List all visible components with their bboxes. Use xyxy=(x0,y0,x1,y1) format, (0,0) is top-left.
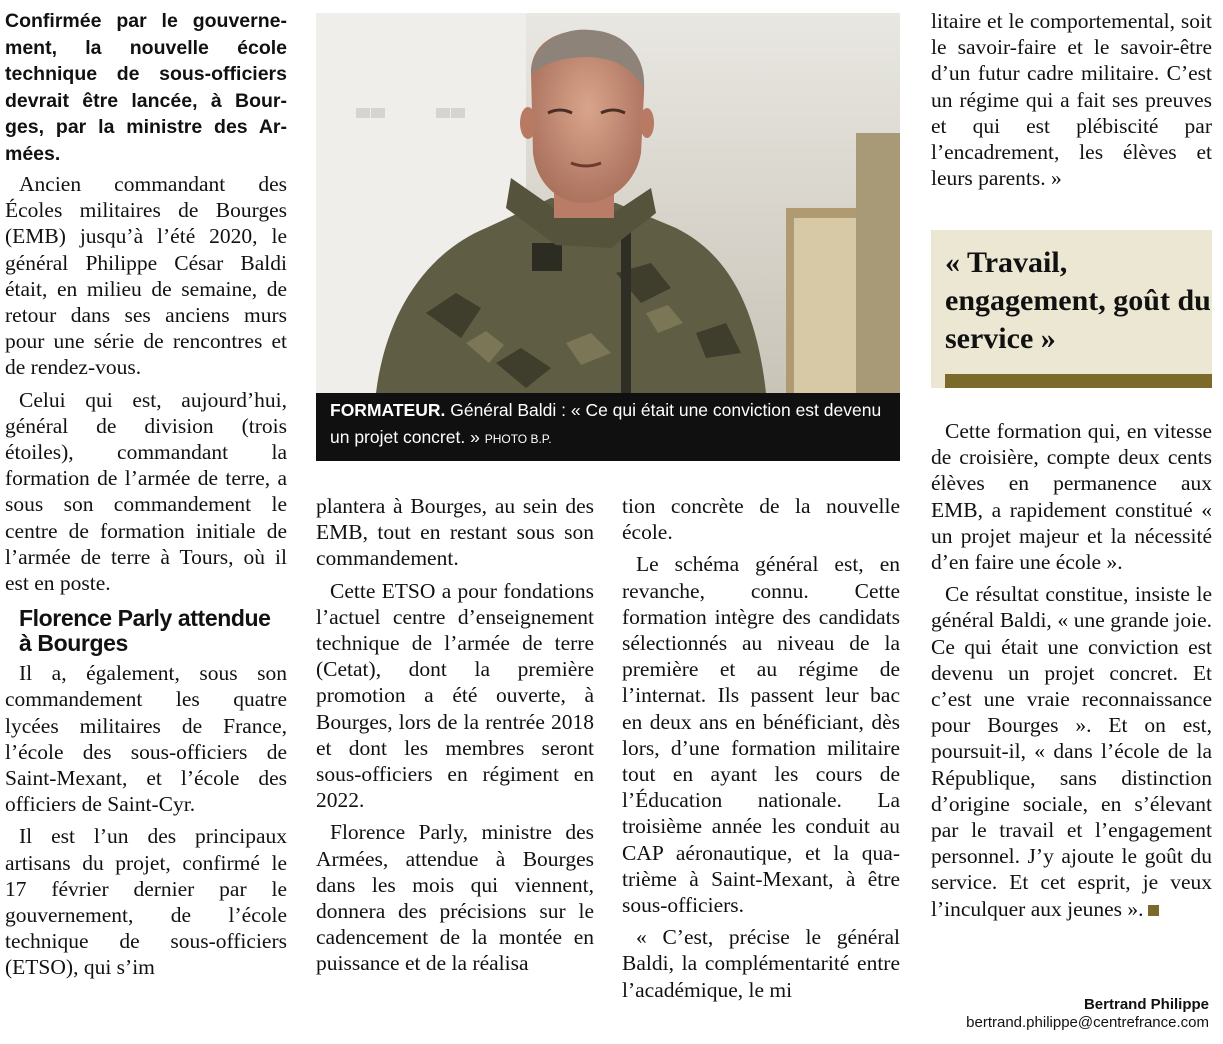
pull-quote-bar xyxy=(945,374,1212,388)
caption-credit: PHOTO B.P. xyxy=(484,432,552,446)
paragraph: tion concrète de la nouvelle école. xyxy=(622,494,900,545)
column-2 xyxy=(316,493,594,983)
paragraph: Cette formation qui, en vitesse de croisière, compte deux cents élèves en permanence aux EMB, a rapidement constitué « un projet majeur et la nécessité d’en faire une école ». xyxy=(931,419,1212,575)
end-mark-icon xyxy=(1148,905,1159,916)
pull-quote-text: « Travail, engagement, goût du service » xyxy=(945,246,1211,355)
subheading: Florence Parly attendue à Bourges xyxy=(19,605,271,657)
caption-text: Général Baldi : « Ce qui était une conviction est devenu un projet concret. » xyxy=(330,400,882,447)
paragraph: Il est l’un des principaux artisans du projet, confirmé le 17 février dernier par le gouvernement, de l’école technique de sous-officiers (ETSO), qui s’im xyxy=(5,824,287,980)
photo-general-baldi xyxy=(316,13,900,393)
photo-caption xyxy=(316,393,900,461)
paragraph: Florence Parly, ministre des Armées, attendue à Bourges dans les mois qui viennent, donnera des précisions sur le cadencement de la montée en puissance et de la réalisa xyxy=(316,820,594,976)
paragraph: Celui qui est, aujourd’hui, général de division (trois étoiles), commandant la formation de l’armée de terre, a sous son commandement le centre de formation initiale de l’armée de terre à Tours, où il est en poste. xyxy=(5,387,287,596)
column-4 xyxy=(931,8,1212,197)
byline xyxy=(966,996,1209,1032)
paragraph-text: Ce résultat constitue, insiste le général Baldi, « une grande joie. Ce qui était une conviction est devenu un projet concret. Et c’est une vraie reconnaissance pour Bourges ». Et on est, poursuit-il, « dans l’école de la République, sans distinction d’origine sociale, en s’élevant par le travail et l’engagement personnel. J’y ajoute le goût du service. Et cet esprit, je veux l’inculquer aux jeunes ». xyxy=(931,582,1212,921)
paragraph xyxy=(931,581,1212,922)
author-name: Bertrand Philippe xyxy=(1083,996,1209,1013)
column-1 xyxy=(5,8,287,987)
column-4-lower xyxy=(931,418,1212,928)
paragraph: plantera à Bourges, au sein des EMB, tout en restant sous son commandement. xyxy=(316,494,594,571)
paragraph: Ancien commandant des Écoles militaires de Bourges (EMB) jusqu’à l’été 2020, le général Philippe César Baldi était, en milieu de semaine, de retour dans ses anciens murs pour une série de rencontres et de rendez-vous. xyxy=(5,172,287,380)
paragraph: Cette ETSO a pour fondations l’actuel centre d’enseignement technique de l’armée de terre (Cetat), dont la première promotion a été ouverte, à Bourges, lors de la rentrée 2018 et dont les membres seront sous-officiers en régiment en 2022. xyxy=(316,578,594,813)
caption-keyword: FORMATEUR. xyxy=(330,400,446,420)
paragraph: « C’est, précise le général Baldi, la complémentarité entre l’académique, le mi xyxy=(622,925,900,1002)
article-lead: Confirmée par le gouvernement, la nouvelle école technique de sous-officiers devrait être lancée, à Bourges, par la ministre des Armées. xyxy=(5,10,287,165)
author-email: bertrand.philippe@centrefrance.com xyxy=(966,1014,1209,1031)
paragraph: Il a, également, sous son commandement les quatre lycées militaires de France, l’école des sous-officiers de Saint-Mexant, et l’école des officiers de Saint-Cyr. xyxy=(5,661,287,817)
paragraph: litaire et le comportemental, soit le savoir-faire et le savoir-être d’un futur cadre militaire. C’est un régime qui a fait ses preuves et qui est plébiscité par l’encadrement, les élèves et leurs parents. » xyxy=(931,9,1212,191)
column-3 xyxy=(622,493,900,1009)
portrait-image xyxy=(316,13,900,393)
pull-quote xyxy=(931,230,1212,388)
paragraph: Le schéma général est, en revanche, connu. Cette formation intègre des candidats sélectionnés au niveau de la première et au régime de l’internat. Ils passent leur bac en deux ans en bénéficiant, dès lors, d’une formation militaire tout en ayant les cours de l’Éducation nationale. La troisième année les conduit au CAP aéronautique, et la quatrième à Saint-Mexant, à être sous-officiers. xyxy=(622,552,900,918)
